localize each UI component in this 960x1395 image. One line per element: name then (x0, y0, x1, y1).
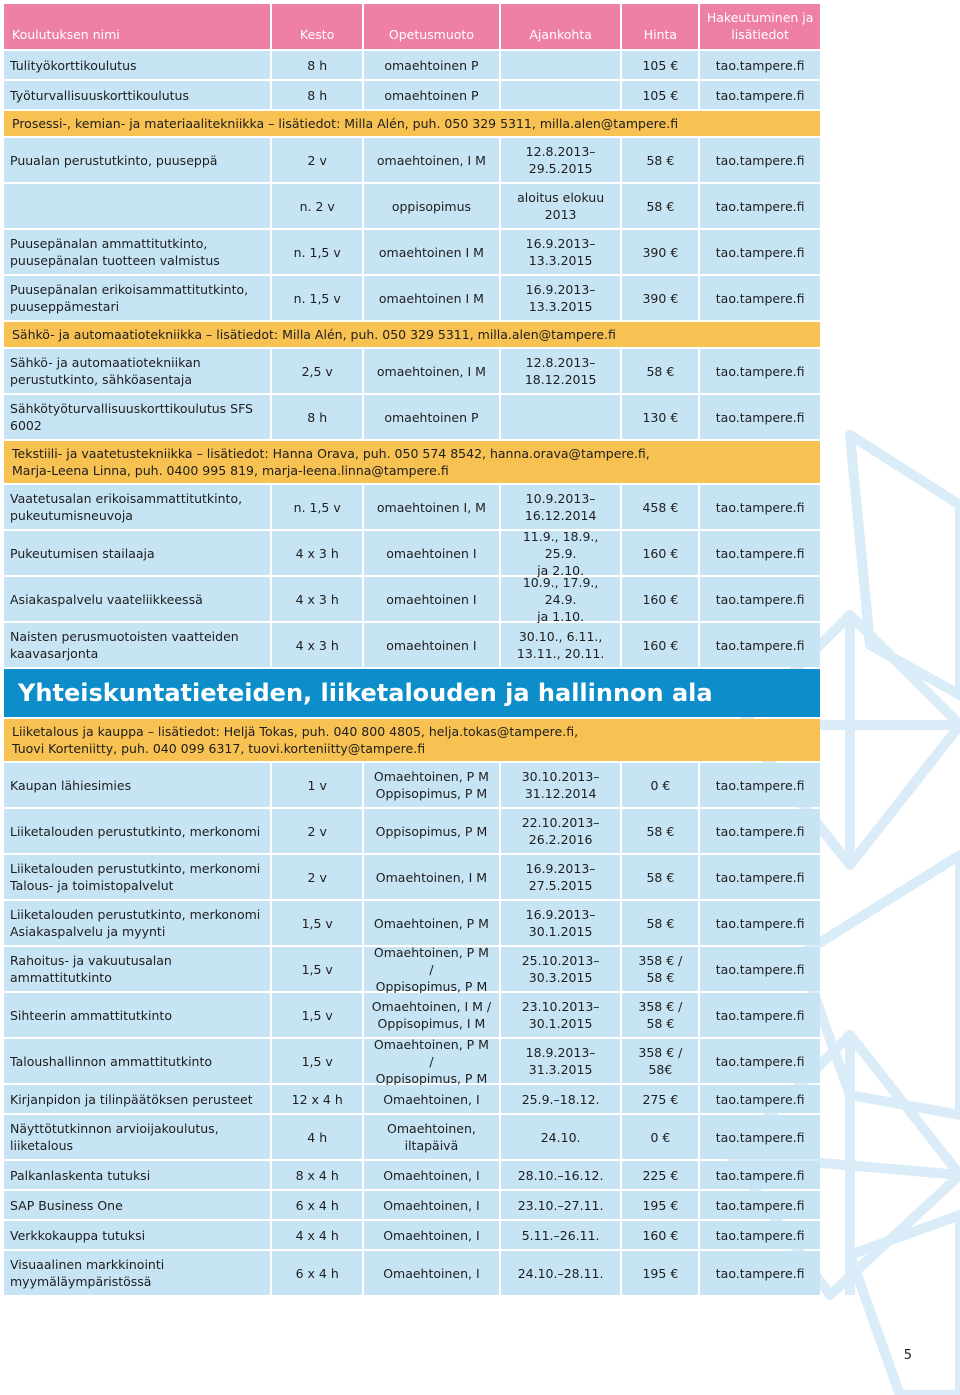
contact-band: Liiketalous ja kauppa – lisätiedot: Heljä Tokas, puh. 040 800 4805, helja.tokas@tampere.fi, Tuovi Korteniitty, puh. 040 099 6317, tuovi.korteniitty@tampere.fi (4, 719, 820, 761)
more-info-link[interactable]: tao.tampere.fi (700, 1115, 820, 1159)
duration: 6 x 4 h (272, 1191, 362, 1219)
price: 160 € (622, 1221, 698, 1249)
duration: 4 x 3 h (272, 577, 362, 621)
more-info-link[interactable]: tao.tampere.fi (700, 349, 820, 393)
course-name: Puusepänalan ammattitutkinto, puusepänalan tuotteen valmistus (4, 230, 270, 274)
course-name: Työturvallisuuskorttikoulutus (4, 81, 270, 109)
schedule: 11.9., 18.9., 25.9. ja 2.10. (501, 531, 621, 575)
price: 275 € (622, 1085, 698, 1113)
price: 458 € (622, 485, 698, 529)
teaching-mode: Omaehtoinen, I (364, 1221, 499, 1249)
price: 0 € (622, 763, 698, 807)
duration: 1 v (272, 763, 362, 807)
course-name: Vaatetusalan erikoisammattitutkinto, pukeutumisneuvoja (4, 485, 270, 529)
price: 195 € (622, 1191, 698, 1219)
table-row (4, 944, 820, 994)
teaching-mode: omaehtoinen I M (364, 230, 499, 274)
course-name: Taloushallinnon ammattitutkinto (4, 1039, 270, 1083)
contact-band: Tekstiili- ja vaatetustekniikka – lisätiedot: Hanna Orava, puh. 050 574 8542, hanna.orava@tampere.fi, Marja-Leena Linna, puh. 0400 995 819, marja-leena.linna@tampere.fi (4, 441, 820, 483)
table-row (4, 574, 820, 624)
table-row (4, 1085, 820, 1113)
more-info-link[interactable]: tao.tampere.fi (700, 1221, 820, 1249)
schedule: 28.10.–16.12. (501, 1161, 621, 1189)
more-info-link[interactable]: tao.tampere.fi (700, 763, 820, 807)
course-name: Näyttötutkinnon arvioijakoulutus, liiketalous (4, 1115, 270, 1159)
course-name: Sähkö- ja automaatiotekniikan perustutkinto, sähköasentaja (4, 349, 270, 393)
price: 358 € / 58€ (622, 1039, 698, 1083)
course-name: Tulityökorttikoulutus (4, 51, 270, 79)
header-mode: Opetusmuoto (364, 4, 499, 49)
course-name: Kaupan lähiesimies (4, 763, 270, 807)
schedule: 16.9.2013– 13.3.2015 (501, 230, 621, 274)
header-duration: Kesto (272, 4, 362, 49)
price: 105 € (622, 81, 698, 109)
teaching-mode: Omaehtoinen, P M Oppisopimus, P M (364, 763, 499, 807)
teaching-mode: Omaehtoinen, I (364, 1191, 499, 1219)
teaching-mode: omaehtoinen P (364, 81, 499, 109)
table-row (4, 138, 820, 182)
teaching-mode: Omaehtoinen, I (364, 1161, 499, 1189)
price: 358 € / 58 € (622, 947, 698, 991)
course-name (4, 184, 270, 228)
more-info-link[interactable]: tao.tampere.fi (700, 901, 820, 945)
price: 358 € / 58 € (622, 993, 698, 1037)
table-row (4, 1161, 820, 1189)
teaching-mode: omaehtoinen I (364, 531, 499, 575)
course-name: Rahoitus- ja vakuutusalan ammattitutkinto (4, 947, 270, 991)
course-name: Visuaalinen markkinointi myymäläympäristössä (4, 1251, 270, 1295)
table-header (4, 4, 820, 49)
schedule: 16.9.2013– 13.3.2015 (501, 276, 621, 320)
duration: 2 v (272, 855, 362, 899)
table-row (4, 1221, 820, 1249)
teaching-mode: Omaehtoinen, I M (364, 855, 499, 899)
schedule: 23.10.–27.11. (501, 1191, 621, 1219)
duration: n. 1,5 v (272, 485, 362, 529)
teaching-mode: Omaehtoinen, I (364, 1251, 499, 1295)
table-row (4, 349, 820, 393)
price: 195 € (622, 1251, 698, 1295)
course-name: Liiketalouden perustutkinto, merkonomi (4, 809, 270, 853)
course-name: Puualan perustutkinto, puuseppä (4, 138, 270, 182)
more-info-link[interactable]: tao.tampere.fi (700, 184, 820, 228)
course-name: Asiakaspalvelu vaateliikkeessä (4, 577, 270, 621)
schedule: 24.10. (501, 1115, 621, 1159)
more-info-link[interactable]: tao.tampere.fi (700, 1085, 820, 1113)
more-info-link[interactable]: tao.tampere.fi (700, 276, 820, 320)
duration: n. 1,5 v (272, 276, 362, 320)
table-row (4, 763, 820, 807)
duration: 1,5 v (272, 993, 362, 1037)
duration: 12 x 4 h (272, 1085, 362, 1113)
more-info-link[interactable]: tao.tampere.fi (700, 531, 820, 575)
table-row (4, 230, 820, 274)
more-info-link[interactable]: tao.tampere.fi (700, 485, 820, 529)
schedule: 18.9.2013– 31.3.2015 (501, 1039, 621, 1083)
table-row (4, 1191, 820, 1219)
schedule: 30.10.2013– 31.12.2014 (501, 763, 621, 807)
duration: 2,5 v (272, 349, 362, 393)
course-name: SAP Business One (4, 1191, 270, 1219)
schedule: 25.9.–18.12. (501, 1085, 621, 1113)
more-info-link[interactable]: tao.tampere.fi (700, 947, 820, 991)
schedule: 16.9.2013– 30.1.2015 (501, 901, 621, 945)
teaching-mode: Oppisopimus, P M (364, 809, 499, 853)
more-info-link[interactable]: tao.tampere.fi (700, 809, 820, 853)
page-number: 5 (903, 1348, 912, 1363)
teaching-mode: Omaehtoinen, iltapäivä (364, 1115, 499, 1159)
price: 0 € (622, 1115, 698, 1159)
price: 390 € (622, 276, 698, 320)
teaching-mode: omaehtoinen, I M (364, 138, 499, 182)
table-row (4, 528, 820, 578)
header-apply: Hakeutuminen ja lisätiedot (700, 4, 820, 49)
schedule: 22.10.2013– 26.2.2016 (501, 809, 621, 853)
table-row (4, 51, 820, 79)
teaching-mode: omaehtoinen I, M (364, 485, 499, 529)
table-row (4, 809, 820, 853)
duration: 6 x 4 h (272, 1251, 362, 1295)
header-price: Hinta (622, 4, 698, 49)
course-name: Liiketalouden perustutkinto, merkonomi Asiakaspalvelu ja myynti (4, 901, 270, 945)
header-time: Ajankohta (501, 4, 621, 49)
schedule: aloitus elokuu 2013 (501, 184, 621, 228)
duration: 8 h (272, 81, 362, 109)
teaching-mode: Omaehtoinen, P M / Oppisopimus, P M (364, 1039, 499, 1083)
duration: 2 v (272, 809, 362, 853)
more-info-link[interactable]: tao.tampere.fi (700, 230, 820, 274)
contact-band: Prosessi-, kemian- ja materiaalitekniikka – lisätiedot: Milla Alén, puh. 050 329 5311, milla.alen@tampere.fi (4, 111, 820, 136)
price: 390 € (622, 230, 698, 274)
course-table (4, 4, 820, 1297)
course-name: Puusepänalan erikoisammattitutkinto, puuseppämestari (4, 276, 270, 320)
schedule (501, 51, 621, 79)
table-row (4, 276, 820, 320)
table-row (4, 81, 820, 109)
schedule (501, 81, 621, 109)
table-row (4, 485, 820, 529)
duration: 8 h (272, 395, 362, 439)
duration: 2 v (272, 138, 362, 182)
price: 105 € (622, 51, 698, 79)
teaching-mode: Omaehtoinen, P M (364, 901, 499, 945)
course-name: Kirjanpidon ja tilinpäätöksen perusteet (4, 1085, 270, 1113)
duration: 4 x 3 h (272, 531, 362, 575)
course-name: Sähkötyöturvallisuuskorttikoulutus SFS 6002 (4, 395, 270, 439)
schedule: 12.8.2013– 29.5.2015 (501, 138, 621, 182)
price: 160 € (622, 623, 698, 667)
table-row (4, 395, 820, 439)
teaching-mode: Omaehtoinen, I M / Oppisopimus, I M (364, 993, 499, 1037)
schedule: 24.10.–28.11. (501, 1251, 621, 1295)
teaching-mode: oppisopimus (364, 184, 499, 228)
teaching-mode: omaehtoinen I M (364, 276, 499, 320)
schedule: 30.10., 6.11., 13.11., 20.11. (501, 623, 621, 667)
schedule: 23.10.2013– 30.1.2015 (501, 993, 621, 1037)
section-title: Yhteiskuntatieteiden, liiketalouden ja hallinnon ala (4, 669, 820, 717)
more-info-link[interactable]: tao.tampere.fi (700, 1251, 820, 1295)
price: 225 € (622, 1161, 698, 1189)
duration: 4 x 4 h (272, 1221, 362, 1249)
more-info-link[interactable]: tao.tampere.fi (700, 51, 820, 79)
schedule: 5.11.–26.11. (501, 1221, 621, 1249)
teaching-mode: Omaehtoinen, P M / Oppisopimus, P M (364, 947, 499, 991)
teaching-mode: omaehtoinen, I M (364, 349, 499, 393)
price: 58 € (622, 138, 698, 182)
schedule (501, 395, 621, 439)
duration: 8 x 4 h (272, 1161, 362, 1189)
teaching-mode: omaehtoinen P (364, 395, 499, 439)
course-name: Palkanlaskenta tutuksi (4, 1161, 270, 1189)
teaching-mode: omaehtoinen P (364, 51, 499, 79)
table-row (4, 184, 820, 228)
price: 58 € (622, 855, 698, 899)
teaching-mode: omaehtoinen I (364, 623, 499, 667)
more-info-link[interactable]: tao.tampere.fi (700, 138, 820, 182)
more-info-link[interactable]: tao.tampere.fi (700, 577, 820, 621)
teaching-mode: Omaehtoinen, I (364, 1085, 499, 1113)
course-name: Naisten perusmuotoisten vaatteiden kaavasarjonta (4, 623, 270, 667)
contact-band: Sähkö- ja automaatiotekniikka – lisätiedot: Milla Alén, puh. 050 329 5311, milla.alen@tampere.fi (4, 322, 820, 347)
more-info-link[interactable]: tao.tampere.fi (700, 81, 820, 109)
price: 58 € (622, 349, 698, 393)
duration: 4 x 3 h (272, 623, 362, 667)
price: 160 € (622, 577, 698, 621)
price: 130 € (622, 395, 698, 439)
price: 58 € (622, 901, 698, 945)
teaching-mode: omaehtoinen I (364, 577, 499, 621)
more-info-link[interactable]: tao.tampere.fi (700, 623, 820, 667)
price: 160 € (622, 531, 698, 575)
course-name: Verkkokauppa tutuksi (4, 1221, 270, 1249)
duration: 4 h (272, 1115, 362, 1159)
schedule: 25.10.2013– 30.3.2015 (501, 947, 621, 991)
course-name: Sihteerin ammattitutkinto (4, 993, 270, 1037)
duration: 1,5 v (272, 1039, 362, 1083)
table-row (4, 623, 820, 667)
schedule: 16.9.2013– 27.5.2015 (501, 855, 621, 899)
more-info-link[interactable]: tao.tampere.fi (700, 1039, 820, 1083)
course-name: Pukeutumisen stailaaja (4, 531, 270, 575)
duration: n. 1,5 v (272, 230, 362, 274)
more-info-link[interactable]: tao.tampere.fi (700, 395, 820, 439)
more-info-link[interactable]: tao.tampere.fi (700, 855, 820, 899)
more-info-link[interactable]: tao.tampere.fi (700, 1161, 820, 1189)
duration: 1,5 v (272, 901, 362, 945)
more-info-link[interactable]: tao.tampere.fi (700, 1191, 820, 1219)
duration: 8 h (272, 51, 362, 79)
schedule: 10.9.2013– 16.12.2014 (501, 485, 621, 529)
duration: 1,5 v (272, 947, 362, 991)
course-name: Liiketalouden perustutkinto, merkonomi Talous- ja toimistopalvelut (4, 855, 270, 899)
schedule: 12.8.2013– 18.12.2015 (501, 349, 621, 393)
duration: n. 2 v (272, 184, 362, 228)
table-row (4, 1036, 820, 1086)
more-info-link[interactable]: tao.tampere.fi (700, 993, 820, 1037)
table-row (4, 1115, 820, 1159)
header-name: Koulutuksen nimi (4, 4, 270, 49)
price: 58 € (622, 184, 698, 228)
table-row (4, 1251, 820, 1295)
table-row (4, 901, 820, 945)
schedule: 10.9., 17.9., 24.9. ja 1.10. (501, 577, 621, 621)
table-row (4, 855, 820, 899)
price: 58 € (622, 809, 698, 853)
table-row (4, 993, 820, 1037)
